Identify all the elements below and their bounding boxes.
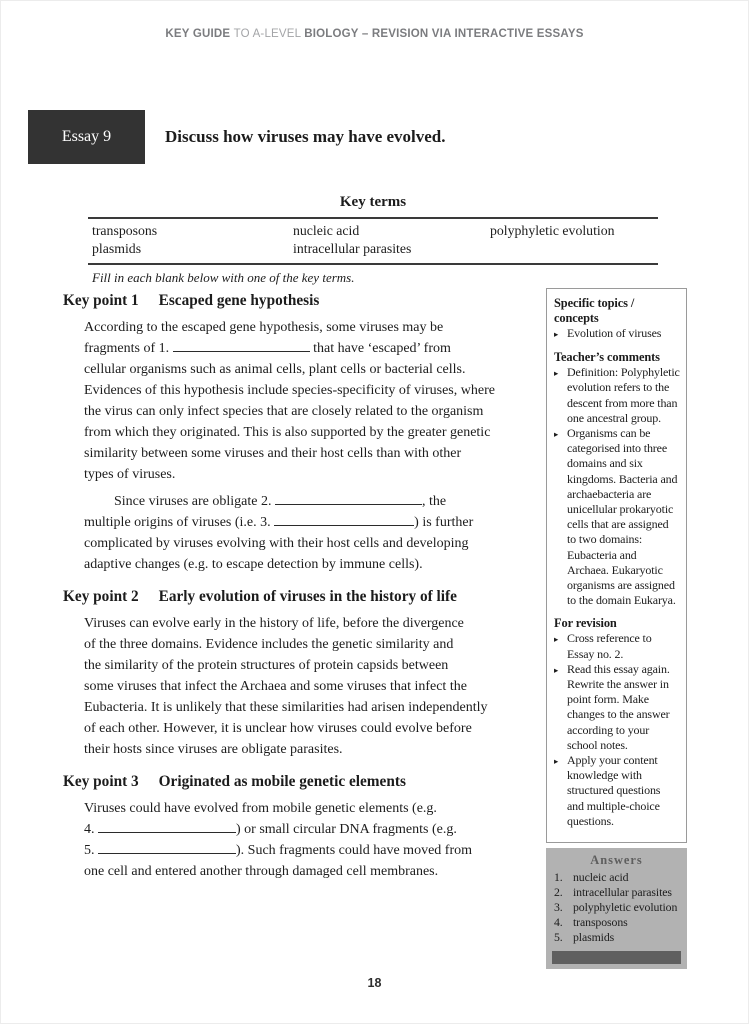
fill-in-blank [275,493,422,505]
answers-list [551,870,682,945]
key-point-paragraph: Since viruses are obligate 2. , the multiple origins of viruses (i.e. 3. ) is further complicated by viruses evolving with their host cells and developing adaptive changes (e.g. to escape detection by immune cells). [84,494,474,572]
essay-question-title: Discuss how viruses may have evolved. [165,127,446,146]
answer-number: 3. [554,900,563,914]
bullet-triangle-icon: ▸ [554,429,559,440]
key-terms-section [88,194,658,286]
fill-in-blank [173,340,310,352]
answer-number: 5. [554,930,563,944]
sidebar-item-text: Definition: Polyphyletic evolution refers to the descent from more than one ancestral group. [567,365,680,425]
margin-rail [546,288,687,969]
page-number: 18 [367,976,382,990]
answer-text: plasmids [573,930,615,944]
key-point-label: Key point 3 [63,773,139,790]
answer-item [551,915,682,930]
answer-number: 2. [554,885,563,899]
key-points [63,292,545,888]
key-point-label: Key point 2 [63,588,139,605]
key-terms-column [92,222,293,258]
sidebar-bullet-item [554,631,680,661]
sidebar-bullet-item [554,326,680,342]
sidebar-item-text: Apply your content knowledge with structured questions and multiple-choice questions. [567,753,661,828]
key-point-title: Originated as mobile genetic elements [158,773,406,790]
answer-item [551,900,682,915]
answers-heading: Answers [590,853,643,867]
header-series-label: KEY GUIDE [165,28,234,40]
running-header [0,28,749,40]
fill-in-instruction: Fill in each blank below with one of the key terms. [92,270,355,285]
sidebar-bullet-item [554,662,680,753]
sidebar-item-text: Organisms can be categorised into three domains and six kingdoms. Bacteria and archaebacteria are unicellular prokaryotic cells that are assigned to two domains: Eubacteria and Archaea. Eukaryotic organisms are assigned to the domain Eukarya. [567,426,678,608]
key-terms-heading: Key terms [339,194,407,210]
sidebar-bullet-item [554,753,680,829]
answers-footer-bar [552,951,681,964]
bullet-triangle-icon: ▸ [554,756,559,767]
answer-text: nucleic acid [573,870,629,884]
key-point-heading [63,292,545,310]
key-terms-table [88,217,658,265]
fill-in-blank [274,514,414,526]
key-point-paragraph: According to the escaped gene hypothesis, some viruses may be fragments of 1. that have ‘escaped’ from cellular organisms such as animal cells, plant cells or bacterial cells. Evidences of this hypothesis include species-specificity of viruses, where the virus can only infect species that are closely related to the organism from which they originated. This is also supported by the greater genetic similarity between some viruses and their host cells than with other types of viruses. [84,320,495,482]
key-point-paragraph: Viruses can evolve early in the history of life, before the divergence of the three domains. Evidence includes the genetic similarity and the similarity of the protein structures of protein capsids between some viruses that infect the Archaea and some viruses that infect the Eubacteria. It is unlikely that these similarities had arisen independently of each other. However, it is unclear how viruses could evolve before their hosts since viruses are obligate parasites. [84,616,488,757]
bullet-triangle-icon: ▸ [554,329,559,339]
answer-text: polyphyletic evolution [573,900,678,914]
answer-text: transposons [573,915,628,929]
sidebar-bullet-item [554,365,680,426]
answer-item [551,885,682,900]
key-point-paragraph: Viruses could have evolved from mobile genetic elements (e.g. 4. ) or small circular DNA fragments (e.g. 5. ). Such fragments could have moved from one cell and entered another through damaged cell membranes. [84,801,472,879]
sidebar-item-text: Read this essay again. Rewrite the answer in point form. Make changes to the answer according to your school notes. [567,661,670,752]
essay-number-label: Essay 9 [61,128,112,145]
essay-number-box [28,110,145,164]
answers-box [546,848,687,969]
key-term: polyphyletic evolution [490,223,615,238]
fill-in-blank [98,842,236,854]
bullet-triangle-icon: ▸ [554,634,559,645]
answer-number: 4. [554,915,563,929]
key-point-heading [63,773,545,791]
answer-number: 1. [554,870,563,884]
sidebar-heading: Teacher’s comments [554,350,660,365]
key-terms-column [293,222,490,258]
sidebar-item-text: Evolution of viruses [567,326,662,340]
answer-item [551,930,682,945]
key-term: intracellular parasites [293,241,412,256]
key-point-title: Escaped gene hypothesis [158,292,320,309]
sidebar-item-text: Cross reference to Essay no. 2. [567,631,652,661]
key-point-label: Key point 1 [63,292,139,309]
sidebar-sections [554,296,680,829]
header-level-label: TO A-LEVEL [233,28,305,40]
fill-in-blank [98,821,236,833]
key-term: nucleic acid [293,223,360,238]
key-term: plasmids [92,241,142,256]
key-point-title: Early evolution of viruses in the history of life [158,588,457,605]
sidebar-heading: Specific topics / concepts [554,296,635,325]
header-book-title: BIOLOGY – REVISION VIA INTERACTIVE ESSAYS [304,28,584,40]
sidebar-bullet-item [554,426,680,608]
bullet-triangle-icon: ▸ [554,664,559,675]
sidebar-heading: For revision [554,616,617,631]
answer-text: intracellular parasites [573,885,672,899]
key-term: transposons [92,223,158,238]
sidebar-notes-box [546,288,687,843]
answer-item [551,870,682,885]
bullet-triangle-icon: ▸ [554,368,559,379]
key-point-heading [63,588,545,606]
key-terms-column [490,222,658,258]
